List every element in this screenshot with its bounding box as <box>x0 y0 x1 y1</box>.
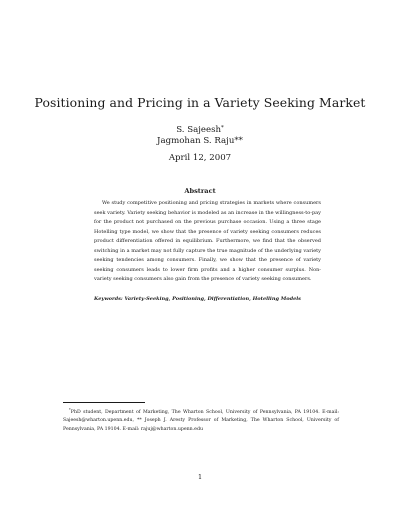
author-2-name: Jagmohan S. Raju <box>157 136 235 146</box>
author-1-name: S. Sajeesh <box>176 125 222 135</box>
footnote <box>63 406 339 434</box>
author-1 <box>0 123 400 136</box>
keywords-line: Keywords: Variety-Seeking, Positioning, Differentiation, Hotelling Models <box>94 296 301 302</box>
paper-title: Positioning and Pricing in a Variety Seeking Market <box>34 95 366 110</box>
author-2 <box>0 136 400 147</box>
abstract-body: We study competitive positioning and pricing strategies in markets where consumers seek variety. Variety seeking behavior is modeled as an increase in the willingness-to-pay for the product not purchased on the previous purchase occasion. Using a three stage Hotelling type model, we show that the presence of variety seeking consumers reduces product differentiation offered in equilibrium. Furthermore, we find that the observed switching in a market may not fully capture the true magnitude of the underlying variety seeking tendencies among consumers. Finally, we show that the presence of variety seeking consumers leads to lower firm profits and a higher consumer surplus. Non-variety seeking consumers also gain from the presence of variety seeking consumers. <box>94 200 321 282</box>
footnote-mark: * <box>69 408 71 412</box>
author-block <box>0 123 400 147</box>
footnote-text: PhD student, Department of Marketing, The Wharton School, University of Pennsylvania, PA 19104. E-mail: Sajeesh@wharton.upenn.edu, ** Joseph J. Aresty Professor of Marketing, The Wharton School, University of Pennsylvania, PA 19104. E-mail: rajuj@wharton.upenn.edu <box>63 410 339 432</box>
paper-date: April 12, 2007 <box>168 153 232 163</box>
page-number: 1 <box>197 473 203 481</box>
footnote-divider <box>63 402 145 403</box>
abstract-heading: Abstract <box>184 187 216 195</box>
author-2-mark: ** <box>234 136 243 146</box>
author-1-mark: * <box>221 125 224 131</box>
